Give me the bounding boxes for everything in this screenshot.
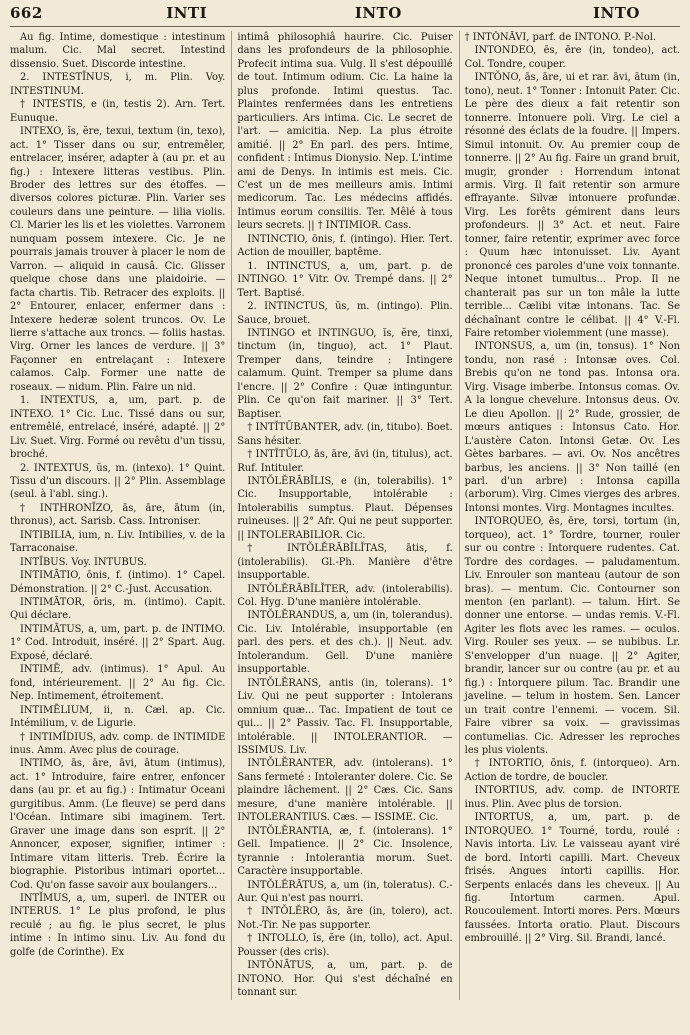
dictionary-entry: † INTESTIS, e (in, testis 2). Arn. Tert. Eunuque. (10, 99, 226, 124)
dictionary-entry: INTIMO, ās, āre, āvi, ātum (intimus), act. 1° Introduire, faire entrer, enfoncer dans (au pr. et au fig.) : Intimatur Oceani gurgitibus. Amm. (Le fleuve) se perd dans l'Océan. Intimare sibi imaginem. Tert. Graver une image dans son esprit. || 2° Annoncer, exposer, signifier, intimer : Intimare vitam litteris. Treb. Écrire la biographie. Pistoribus intimari oportet... Cod. Qu'on fasse savoir aux boulangers... (10, 758, 226, 891)
dictionary-entry: † INTIMĬDIUS, adv. comp. de INTIMIDE inus. Amm. Avec plus de courage. (10, 731, 226, 757)
dictionary-entry: INTŎNĀTUS, a, um, part. p. de INTONO. Hor. Qui s'est déchaîné en tonnant sur. (237, 960, 453, 999)
column-left (10, 31, 225, 1000)
dictionary-entry: † INTORTIO, ōnis, f. (intorqueo). Arn. Action de tordre, de boucler. (464, 758, 680, 783)
dictionary-entry: INTŎLĔRANTER, adv. (intolerans). 1° Sans fermeté : Intoleranter dolere. Cic. Se plaindre lâchement. || 2° Cæs. Cic. Sans mesure, d'une manière intolérable. || INTOLERANTIUS. Cæs. — ISSIME. Cic. (237, 758, 453, 824)
dictionary-entry: † INTŎLĔRĀBĬLĬTAS, ātis, f. (intolerabilis). Gl.-Ph. Manière d'être insupportable. (237, 543, 453, 582)
dictionary-entry: INTORQUEO, ēs, ēre, torsi, tortum (in, torqueo), act. 1° Tordre, tourner, rouler sur ou contre : Intorquere rudentes. Cat. Tordre des cordages. — paludamentum. Liv. Enrouler son manteau (autour de son bras). — mentum. Cic. Contourner son menton (en parlant). — talum. Hirt. Se donner une entorse. — undas remis. V.-Fl. Agiter les flots avec les rames. — oculos. Virg. Rouler ses yeux. — se nubibus. Lr. S'envelopper d'un nuage. || 2° Agiter, brandir, lancer sur ou contre (au pr. et au fig.) : Intorquere pilum. Tac. Brandir une javeline. — telum in hostem. Sen. Lancer un trait contre l'ennemi. — vocem. Sil. Faire vibrer sa voix. — gravissimas contumelias. Cic. Adresser les reproches les plus violents. (464, 516, 680, 757)
dictionary-entry: INTŎLĔRANDUS, a, um (in, tolerandus). Cic. Liv. Intolérable, insupportable (en parl. des pers. et des ch.). || Neut. adv. Intolerandum. Gell. D'une manière insupportable. (237, 610, 453, 676)
dictionary-entry: INTŎLĔRĀTUS, a, um (in, toleratus). C.-Aur. Qui n'est pas nourri. (237, 879, 453, 904)
dictionary-entry: INTORTIUS, adv. comp. de INTORTE inus. Plin. Avec plus de torsion. (464, 785, 680, 810)
dictionary-entry: INTIMĀTIO, ōnis, f. (intimo). 1° Capel. Démonstration. || 2° C.-Just. Accusation. (10, 570, 226, 595)
dictionary-entry: intimâ philosophiâ haurire. Cic. Puiser dans les profondeurs de la philosophie. Profecit intima sua. Vulg. Il s'est dépouillé de tout. Intimum odium. Cic. La haine la plus profonde. Intimi questus. Tac. Plaintes renfermées dans les entretiens particuliers. Ars intima. Cic. Le secret de l'art. — amicitia. Nep. La plus étroite amitié. || 2° En parl. des pers. Intime, confident : Intimus Dionysio. Nep. L'intime ami de Denys. In intimis est meis. Cic. C'est un de mes meilleurs amis. Intimi medicorum. Tac. Les médecins affidés. Intimus eorum consiliis. Ter. Mêlé à tous leurs secrets. || † INTIMIOR. Cass. (237, 32, 453, 232)
column-middle (231, 31, 452, 1000)
dictionary-entry: † INTĬTŬLO, ās, āre, āvi (in, titulus), act. Ruf. Intituler. (237, 449, 453, 474)
dictionary-entry: † INTŎNĀVI, parf. de INTONO. P.-Nol. (464, 32, 657, 43)
dictionary-entry: † INTĬTŪBANTER, adv. (in, titubo). Boet. Sans hésiter. (237, 422, 453, 447)
dictionary-entry: 2. INTESTĪNUS, i, m. Plin. Voy. INTESTINUM. (10, 72, 226, 97)
dictionary-entry: INTŎLĔRANTIA, æ, f. (intolerans). 1° Gell. Impatience. || 2° Cic. Insolence, tyrannie : Intolerantia morum. Suet. Caractère insupportable. (237, 825, 453, 878)
dictionary-entry: INTIBILIA, ium, n. Liv. Intibilies, v. de la Tarraconaise. (10, 529, 226, 555)
dictionary-entry: Au fig. Intime, domestique : intestinum malum. Cic. Mal secret. Intestind dissensio. Suet. Discorde intestine. (10, 32, 226, 70)
dictionary-entry: INTINGO et INTINGUO, ĭs, ĕre, tinxi, tinctum (in, tinguo), act. 1° Plaut. Tremper dans, teindre : Intingere calamum. Quint. Tremper sa plume dans l'encre. || 2° Confire : Quæ intinguntur. Plin. Ce qu'on fait mariner. || 3° Tert. Baptiser. (237, 327, 453, 420)
middle-guide-word: INTO (354, 4, 402, 22)
dictionary-entry: 1. INTEXTUS, a, um, part. p. de INTEXO. 1° Cic. Luc. Tissé dans ou sur, entremêlé, entrelacé, inséré, adapté. || 2° Liv. Suet. Virg. Formé ou revêtu d'un tissu, broché. (10, 395, 226, 461)
dictionary-entry: INTIMĀTOR, ōris, m. (intimo). Capit. Qui déclare. (10, 597, 226, 622)
dictionary-entry: INTĪBUS. Voy. INTUBUS. (20, 556, 147, 568)
dictionary-entry: † INTHRONĪZO, ās, āre, ātum (in, thronus), act. Sarisb. Cass. Introniser. (10, 502, 226, 528)
left-guide-word: INTI (166, 4, 208, 22)
dictionary-entry: INTIMĒLIUM, ii, n. Cæl. ap. Cic. Intémilium, v. de Ligurie. (10, 704, 226, 730)
dictionary-entry: INTINCTIO, ōnis, f. (intingo). Hier. Tert. Action de mouiller, baptême. (237, 233, 453, 259)
dictionary-entry: † INTŎLĔRO, ās, āre (in, tolero), act. Not.-Tir. Ne pas supporter. (237, 906, 453, 931)
dictionary-entry: INTŎLĔRĀBĬLĬTER, adv. (intolerabilis). Col. Hyg. D'une manière intolérable. (237, 583, 453, 609)
page-number: 662 (10, 4, 43, 22)
dictionary-entry: INTŎLĔRANS, antis (in, tolerans). 1° Liv. Qui ne peut supporter : Intolerans omnium quæ... Tac. Impatient de tout ce qui... || 2° Passiv. Tac. Fl. Insupportable, intolérable. || INTOLERANTIOR. — ISSIMUS. Liv. (237, 677, 453, 757)
dictionary-entry: INTONSUS, a, um (in, tonsus). 1° Non tondu, non rasé : Intonsæ oves. Col. Brebis qu'on ne tond pas. Intonsa ora. Virg. Visage imberbe. Intonsus comas. Ov. A la longue chevelure. Intonsus deus. Ov. Le dieu Apollon. || 2° Rude, grossier, de mœurs antiques : Intonsus Cato. Hor. L'austère Caton. Intonsi Getæ. Ov. Les Gètes barbares. — avi. Ov. Nos ancêtres barbus, les anciens. || 3° Non taillé (en parl. d'un arbre) : Intonsa capilla (arborum). Virg. Cimes vierges des arbres. Intonsi montes. Virg. Montagnes incultes. (464, 341, 680, 514)
dictionary-entry: INTŎLĔRĀBĬLIS, e (in, tolerabilis). 1° Cic. Insupportable, intolérable : Intolerabilis sumptus. Plaut. Dépenses ruineuses. || 2° Afr. Qui ne peut supporter. || INTOLERABILIOR. Cic. (237, 475, 453, 541)
dictionary-entry: 2. INTINCTUS, ŭs, m. (intingo). Plin. Sauce, brouet. (237, 301, 453, 326)
dictionary-entry: INTĬMUS, a, um, superl. de INTER ou INTERUS. 1° Le plus profond, le plus reculé ; au fig. le plus secret, le plus intime : In intimo sinu. Liv. Au fond du golfe (de Corinthe). Ex (10, 893, 226, 958)
dictionary-entry: INTEXO, ĭs, ĕre, texui, textum (in, texo), act. 1° Tisser dans ou sur, entremêler, entrelacer, insérer, adapter à (au pr. et au fig.) : Intexere litteras vestibus. Plin. Broder des lettres sur des étoffes. — diversos colores picturæ. Plin. Varier ses couleurs dans une peinture. — lilia violis. Cl. Marier les lis et les violettes. Varronem nunquam possem intexere. Cic. Je ne pourrais jamais trouver à placer le nom de Varron. — aliquid in causâ. Cic. Glisser quelque chose dans une plaidoirie. — facta chartis. Tib. Retracer des exploits. || 2° Entourer, enlacer, enfermer dans : Intexere hederæ solent truncos. Ov. Le lierre s'attache aux troncs. — foliis hastas. Virg. Orner les lances de verdure. || 3° Façonner en entrelaçant : Intexere calamos. Calp. Former une natte de roseaux. — nidum. Plin. Faire un nid. (10, 126, 226, 393)
columns (10, 31, 680, 1000)
dictionary-entry: 2. INTEXTUS, ŭs, m. (intexo). 1° Quint. Tissu d'un discours. || 2° Plin. Assemblage (seul. à l'abl. sing.). (10, 462, 226, 501)
dictionary-entry: INTIMĒ, adv. (intimus). 1° Apul. Au fond, intérieurement. || 2° Au fig. Cic. Nep. Intimement, étroitement. (10, 664, 226, 703)
dictionary-entry: † INTOLLO, ĭs, ĕre (in, tollo), act. Apul. Pousser (des cris). (237, 933, 453, 958)
right-guide-word: INTO (593, 4, 640, 22)
dictionary-entry: 1. INTINCTUS, a, um, part. p. de INTINGO. 1° Vitr. Ov. Trempé dans. || 2° Tert. Baptisé. (237, 260, 453, 299)
dictionary-entry: INTŎNO, ās, āre, ui et rar. āvi, ātum (in, tono), neut. 1° Tonner : Intonuit Pater. Cic. Le père des dieux a fait retentir son tonnerre. Intonuere poli. Virg. Le ciel a résonné des éclats de la foudre. || Impers. Simul intonuit. Ov. Au premier coup de tonnerre. || 2° Au fig. Faire un grand bruit, mugir, gronder : Horrendum intonat armis. Virg. Il fait retentir son armure effrayante. Silvæ intonuere profundæ. Virg. Les forêts gémirent dans leurs profondeurs. || 3° Act. et neut. Faire tonner, faire retentir, exprimer avec force : Quum hæc intonuisset. Liv. Ayant prononcé ces paroles d'une voix tonnante. Neque intonet tumultus... Prop. Il ne chanterait pas sur un ton mâle la lutte terrible... Cælibi vitæ intonans. Tac. Se déchaînant contre le célibat. || 4° V.-Fl. Faire retomber violemment (une masse). (464, 72, 680, 339)
running-header (10, 4, 680, 27)
dictionary-entry: INTONDEO, ēs, ēre (in, tondeo), act. Col. Tondre, couper. (464, 45, 680, 70)
column-right (459, 31, 680, 1000)
dictionary-entry: INTIMĀTUS, a, um, part. p. de INTIMO. 1° Cod. Introduit, inséré. || 2° Spart. Aug. Exposé, déclaré. (10, 623, 226, 662)
dictionary-entry: INTORTUS, a, um, part. p. de INTORQUEO. 1° Tourné, tordu, roulé : Navis intorta. Liv. Le vaisseau ayant viré de bord. Intorti capilli. Mart. Cheveux frisés. Angues intorti capillis. Hor. Serpents enlacés dans les cheveux. || Au fig. Intortum carmen. Apul. Roucoulement. Intorti mores. Pers. Mœurs faussées. Intorta oratio. Plaut. Discours embrouillé. || 2° Virg. Sil. Brandi, lancé. (464, 812, 680, 945)
